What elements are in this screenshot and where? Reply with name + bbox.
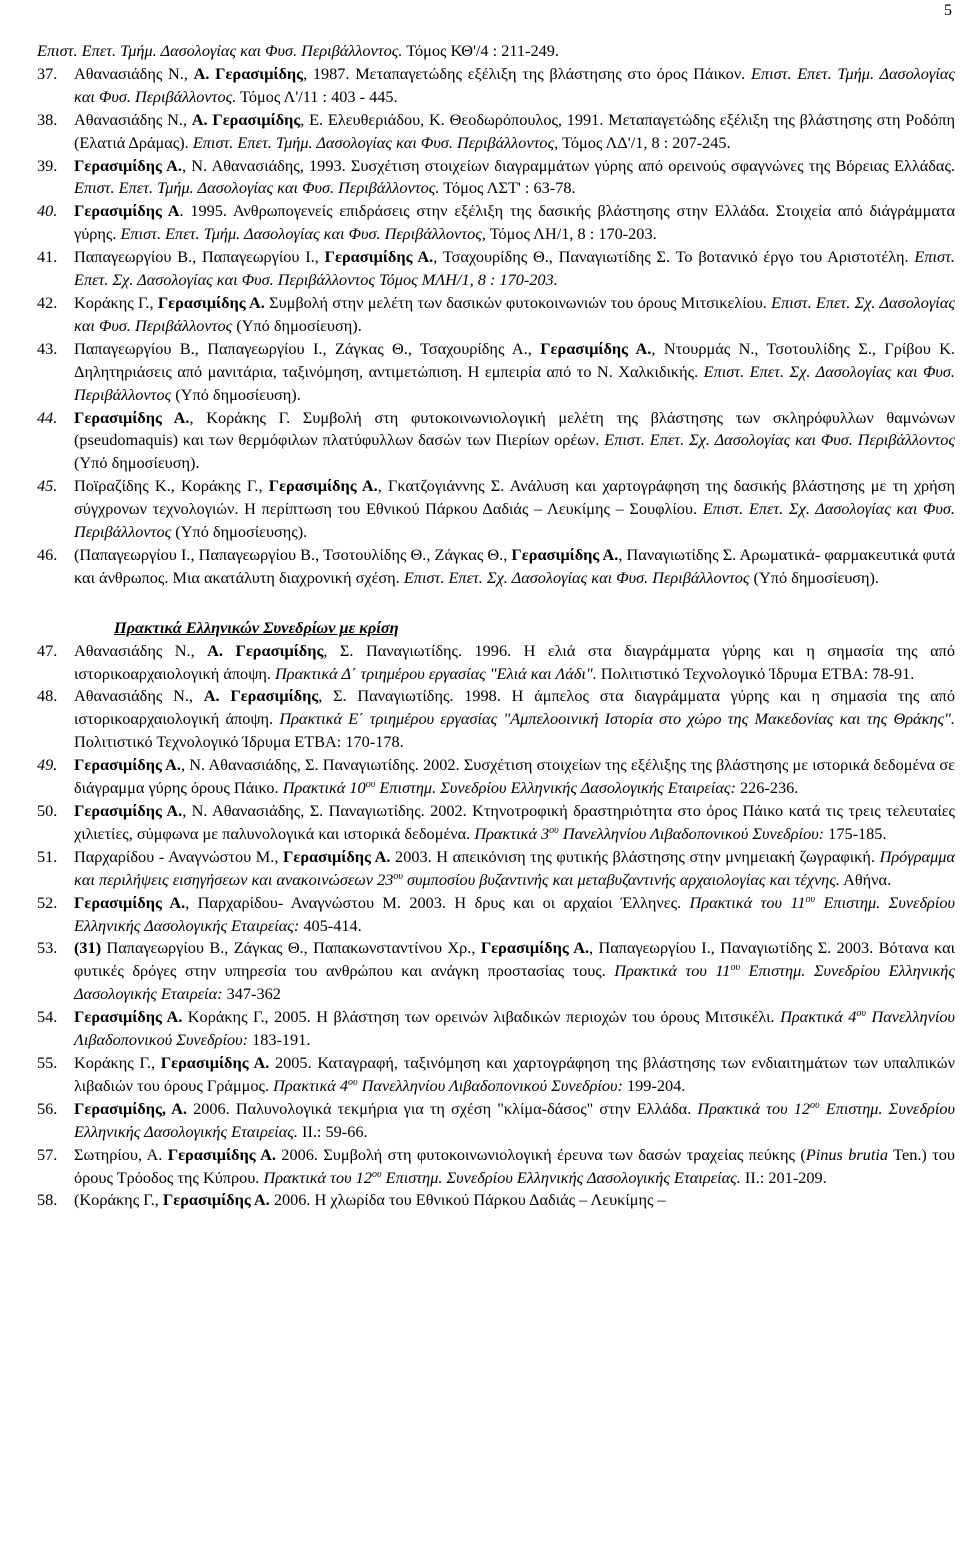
reference-text: Γερασιμίδης Α. 1995. Ανθρωπογενείς επιδράσεις στην εξέλιξη της δασικής βλάστησης στην Ελλάδα. Στοιχεία από διάγράμματα γύρης. Επιστ. Επετ. Τμήμ. Δασολογίας και Φυσ. Περιβάλλοντος, Τόμος ΛΗ/1, 8 : 170-203. bbox=[74, 201, 956, 244]
reference-number: 56. bbox=[37, 1098, 58, 1118]
reference-entry bbox=[37, 1189, 955, 1212]
reference-number: 50. bbox=[37, 801, 58, 820]
reference-entry bbox=[37, 685, 955, 754]
reference-number: 37. bbox=[37, 63, 58, 83]
reference-entry bbox=[37, 1006, 955, 1052]
reference-entry bbox=[37, 246, 955, 292]
reference-number: 46. bbox=[37, 544, 58, 564]
reference-entry bbox=[37, 63, 955, 109]
reference-text: Αθανασιάδης Ν., Α. Γερασιμίδης, 1987. Μεταπαγετώδης εξέλιξη της βλάστησης στο όρος Πάικον. Επιστ. Επετ. Τμήμ. Δασολογίας και Φυσ. Περιβάλλοντος. Τόμος Λ'/11 : 403 - 445. bbox=[74, 63, 955, 106]
reference-text: Αθανασιάδης Ν., Α. Γερασιμίδης, Σ. Παναγιωτίδης. 1996. Η ελιά στα διαγράμματα γύρης και η σημασία της από ιστορικοαρχαιολογική άποψη. Πρακτικά Δ΄ τριημέρου εργασίας "Ελιά και Λάδι". Πολιτιστικό Τεχνολογικό Ίδρυμα ΕΤΒΑ: 78-91. bbox=[74, 640, 956, 683]
reference-number: 51. bbox=[37, 846, 58, 866]
reference-number: 58. bbox=[37, 1190, 58, 1210]
reference-number: 54. bbox=[37, 1007, 58, 1027]
reference-text: Γερασιμίδης Α., Ν. Αθανασιάδης, 1993. Συσχέτιση στοιχείων διαγραμμάτων γύρης από ορεινούς σφαγνώνες της Βόρειας Ελλάδας. Επιστ. Επετ. Τμήμ. Δασολογίας και Φυσ. Περιβάλλοντος. Τόμος ΛΣΤ' : 63-78. bbox=[74, 155, 955, 198]
reference-entry bbox=[37, 407, 955, 476]
reference-text: Κοράκης Γ., Γερασιμίδης Α. Συμβολή στην μελέτη των δασικών φυτοκοινωνιών του όρους Μιτσικελίου. Επιστ. Επετ. Σχ. Δασολογίας και Φυσ. Περιβάλλοντος (Υπό δημοσίευση). bbox=[74, 292, 955, 335]
reference-text: (Παπαγεωργίου Ι., Παπαγεωργίου Β., Τσοτουλίδης Θ., Ζάγκας Θ., Γερασιμίδης Α., Παναγιωτίδης Σ. Αρωματικά- φαρμακευτικά φυτά και άνθρωπος. Μια ακατάλυτη διαχρονική σχέση. Επιστ. Επετ. Σχ. Δασολογίας και Φυσ. Περιβάλλοντος (Υπό δημοσίευση). bbox=[74, 544, 955, 587]
reference-entry bbox=[37, 754, 955, 800]
reference-text: Κοράκης Γ., Γερασιμίδης Α. 2005. Καταγραφή, ταξινόμηση και χαρτογράφηση της βλάστησης των ενδιαιτημάτων των υπαλπικών λιβαδιών του όρους Γράμμος. Πρακτικά $4^{o\upsilon}$ Πανελληνίου Λιβαδοπονικού Συνεδρίου: 199-204. bbox=[74, 1052, 955, 1095]
reference-entry bbox=[37, 155, 955, 201]
reference-entry bbox=[37, 1144, 955, 1190]
reference-text: (31) Παπαγεωργίου Β., Ζάγκας Θ., Παπακωνσταντίνου Χρ., Γερασιμίδης Α., Παπαγεωργίου Ι., Παναγιωτίδης Σ. 2003. Βότανα και φυτικές δρόγες στην υπηρεσία του ανθρώπου και ανάγκη προστασίας τους. Πρακτικά του $11^{o\upsilon}$ Επιστημ. Συνεδρίου Ελληνικής Δασολογικής Εταιρεία: 347-362 bbox=[74, 938, 955, 1004]
reference-text: Επιστ. Επετ. Τμήμ. Δασολογίας και Φυσ. Περιβάλλοντος. Τόμος ΚΘ'/4 : 211-249. bbox=[37, 41, 559, 60]
reference-text: Γερασιμίδης Α. Κοράκης Γ., 2005. Η βλάστηση των ορεινών λιβαδικών περιοχών του όρους Μιτσικέλι. Πρακτικά $4^{o\upsilon}$ Πανελληνίου Λιβαδοπονικού Συνεδρίου: 183-191. bbox=[74, 1007, 955, 1050]
reference-number: 55. bbox=[37, 1052, 58, 1072]
reference-text: Παρχαρίδου - Αναγνώστου Μ., Γερασιμίδης Α. 2003. Η απεικόνιση της φυτικής βλάστησης στην μνημειακή ζωγραφική. Πρόγραμμα και περιλήψεις εισηγήσεων και ανακοινώσεων $23^{o\upsilon}$ συμποσίου βυζαντινής και μεταβυζαντινής αρχαιολογίας και τέχνης. Αθήνα. bbox=[74, 846, 955, 889]
reference-entry bbox=[37, 640, 955, 686]
reference-text: Γερασιμίδης, Α. 2006. Παλυνολογικά τεκμήρια για τη σχέση "κλίμα-δάσος" στην Ελλάδα. Πρακτικά του $12^{o\upsilon}$ Επιστημ. Συνεδρίου Ελληνικής Δασολογικής Εταιρείας. ΙΙ.: 59-66. bbox=[74, 1098, 955, 1141]
reference-number: 45. bbox=[37, 476, 58, 496]
reference-entry bbox=[37, 1052, 955, 1098]
reference-number: 42. bbox=[37, 292, 58, 312]
reference-entry bbox=[37, 475, 955, 544]
reference-entry bbox=[37, 544, 955, 590]
reference-entry bbox=[37, 1098, 955, 1144]
references-list bbox=[37, 40, 955, 1212]
reference-entry bbox=[37, 200, 955, 246]
reference-entry bbox=[37, 338, 955, 407]
reference-entry bbox=[37, 892, 955, 938]
reference-text: (Κοράκης Γ., Γερασιμίδης Α. 2006. Η χλωρίδα του Εθνικού Πάρκου Δαδιάς – Λευκίμης – bbox=[74, 1190, 666, 1210]
reference-text: Αθανασιάδης Ν., Α. Γερασιμίδης, Ε. Ελευθεριάδου, Κ. Θεοδωρόπουλος, 1991. Μεταπαγετώδης εξέλιξη της βλάστησης στη Ροδόπη (Ελατιά Δράμας). Επιστ. Επετ. Τμήμ. Δασολογίας και Φυσ. Περιβάλλοντος, Τόμος ΛΔ'/1, 8 : 207-245. bbox=[74, 109, 955, 152]
reference-text: Γερασιμίδης Α., Κοράκης Γ. Συμβολή στη φυτοκοινωνιολογική μελέτη της βλάστησης των σκληρόφυλλων θαμνώνων (pseudomaquis) και των θερμόφιλων πλατύφυλλων δασών των Πιερίων ορέων. Επιστ. Επετ. Σχ. Δασολογίας και Φυσ. Περιβάλλοντος (Υπό δημοσίευση). bbox=[74, 407, 955, 473]
reference-number: 48. bbox=[37, 686, 58, 706]
reference-text: Σωτηρίου, Α. Γερασιμίδης Α. 2006. Συμβολή στη φυτοκοινωνιολογική έρευνα των δασών τραχείας πεύκης (Pinus brutia Ten.) του όρους Τρόοδος της Κύπρου. Πρακτικά του $12^{o\upsilon}$ Επιστημ. Συνεδρίου Ελληνικής Δασολογικής Εταιρείας. ΙΙ.: 201-209. bbox=[74, 1144, 955, 1187]
reference-number: 41. bbox=[37, 247, 58, 267]
reference-entry bbox=[37, 800, 955, 846]
reference-number: 43. bbox=[37, 338, 58, 358]
reference-number: 44. bbox=[37, 407, 58, 427]
reference-text: Γερασιμίδης Α., Παρχαρίδου- Αναγνώστου Μ. 2003. Η δρυς και οι αρχαίοι Έλληνες. Πρακτικά του $11^{o\upsilon}$ Επιστημ. Συνεδρίου Ελληνικής Δασολογικής Εταιρείας: 405-414. bbox=[74, 892, 955, 935]
reference-text: Γερασιμίδης Α., Ν. Αθανασιάδης, Σ. Παναγιωτίδης. 2002. Συσχέτιση στοιχείων της εξέλιξης της βλάστησης με ιστορικά δεδομένα σε διάγραμμα γύρης όρους Πάικο. Πρακτικά $10^{o\upsilon}$ Επιστημ. Συνεδρίου Ελληνικής Δασολογικής Εταιρείας: 226-236. bbox=[74, 755, 955, 798]
reference-entry bbox=[37, 292, 955, 338]
reference-text: Παπαγεωργίου Β., Παπαγεωργίου Ι., Γερασιμίδης Α., Τσαχουρίδης Θ., Παναγιωτίδης Σ. Το βοτανικό έργο του Αριστοτέλη. Επιστ. Επετ. Σχ. Δασολογίας και Φυσ. Περιβάλλοντος Τόμος ΜΛΗ/1, 8 : 170-203. bbox=[74, 247, 955, 290]
page-number: 5 bbox=[943, 0, 952, 19]
reference-number: 40. bbox=[37, 201, 58, 221]
reference-entry bbox=[37, 109, 955, 155]
reference-number: 38. bbox=[37, 109, 58, 129]
reference-number: 39. bbox=[37, 155, 58, 175]
reference-entry bbox=[37, 937, 955, 1006]
reference-number: 47. bbox=[37, 640, 58, 660]
reference-entry bbox=[37, 846, 955, 892]
reference-text: Γερασιμίδης Α., Ν. Αθανασιάδης, Σ. Παναγιωτίδης. 2002. Κτηνοτροφική δραστηριότητα στο όρος Πάικο κατά τις τρεις τελευταίες χιλιετίες, σύμφωνα με παλυνολογικά και ιστορικά δεδομένα. Πρακτικά $3^{o\upsilon}$ Πανελληνίου Λιβαδοπονικού Συνεδρίου: 175-185. bbox=[74, 801, 955, 843]
section-heading: Πρακτικά Ελληνικών Συνεδρίων με κρίση bbox=[114, 617, 399, 637]
reference-number: 57. bbox=[37, 1144, 58, 1164]
reference-continuation bbox=[37, 40, 955, 63]
reference-number: 49. bbox=[37, 755, 58, 775]
reference-number: 52. bbox=[37, 892, 58, 912]
reference-text: Παπαγεωργίου Β., Παπαγεωργίου Ι., Ζάγκας Θ., Τσαχουρίδης Α., Γερασιμίδης Α., Ντουρμάς Ν., Τσοτουλίδης Σ., Γρίβου Κ. Δηλητηριάσεις από μανιτάρια, ταξινόμηση, αντιμετώπιση. Η εμπειρία από το Ν. Χαλκιδικής. Επιστ. Επετ. Σχ. Δασολογίας και Φυσ. Περιβάλλοντος (Υπό δημοσίευση). bbox=[74, 338, 955, 404]
reference-text: Ποϊραζίδης Κ., Κοράκης Γ., Γερασιμίδης Α., Γκατζογιάννης Σ. Ανάλυση και χαρτογράφηση της δασικής βλάστησης με τη χρήση σύγχρονων τεχνολογιών. Η περίπτωση του Εθνικού Πάρκου Δαδιάς – Λευκίμης – Σουφλίου. Επιστ. Επετ. Σχ. Δασολογίας και Φυσ. Περιβάλλοντος (Υπό δημοσίευσης). bbox=[74, 476, 955, 542]
reference-number: 53. bbox=[37, 938, 58, 958]
reference-text: Αθανασιάδης Ν., Α. Γερασιμίδης, Σ. Παναγιωτίδης. 1998. Η άμπελος στα διαγράμματα γύρης και η σημασία της από ιστορικοαρχαιολογική άποψη. Πρακτικά Ε΄ τριημέρου εργασίας "Αμπελοοινική Ιστορία στο χώρο της Μακεδονίας και της Θράκης". Πολιτιστικό Τεχνολογικό Ίδρυμα ΕΤΒΑ: 170-178. bbox=[74, 686, 955, 752]
